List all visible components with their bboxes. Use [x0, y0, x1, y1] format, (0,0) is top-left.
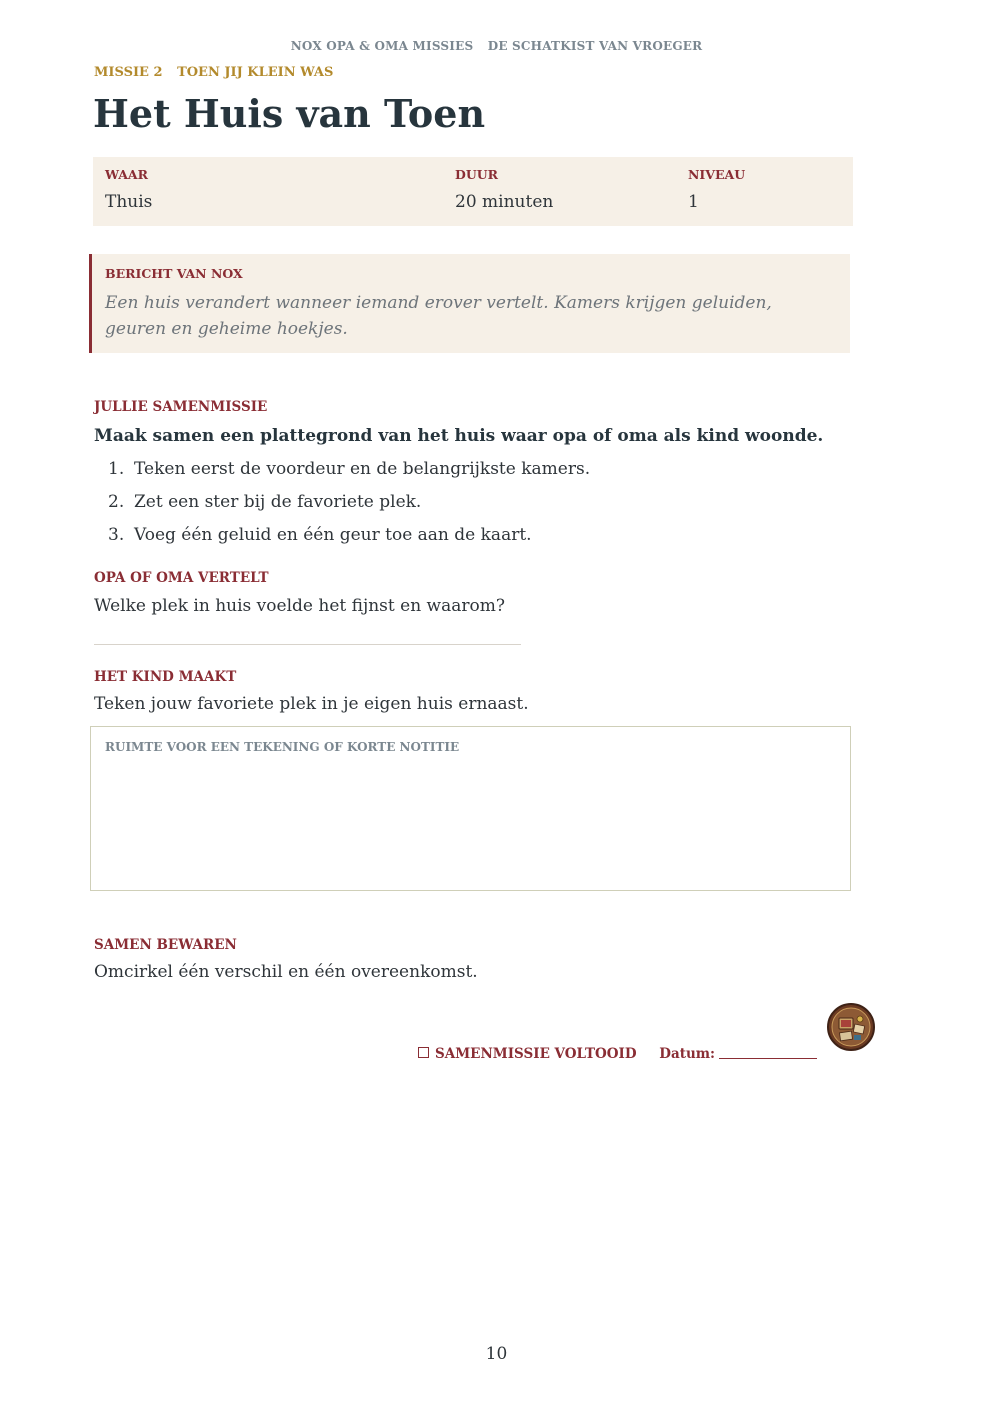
grandparent-heading: OPA OF OMA VERTELT	[94, 570, 269, 586]
book-title: DE SCHATKIST VAN VROEGER	[487, 39, 703, 53]
step-text: Zet een ster bij de favoriete plek.	[134, 492, 422, 512]
nox-message-text: Een huis verandert wanneer iemand erover vertelt. Kamers krijgen geluiden, geuren en geheime hoekjes.	[105, 293, 772, 339]
completion-checkbox[interactable]	[418, 1047, 429, 1058]
step-number: 2.	[108, 492, 125, 512]
running-head	[0, 39, 993, 53]
child-makes-heading: HET KIND MAAKT	[94, 669, 237, 685]
drawing-area-label: RUIMTE VOOR EEN TEKENING OF KORTE NOTITIE	[105, 740, 460, 754]
step-text: Teken eerst de voordeur en de belangrijkste kamers.	[134, 459, 591, 479]
mission-number: MISSIE 2	[94, 65, 163, 80]
date-label: Datum:	[659, 1046, 716, 1062]
step-number: 1.	[108, 459, 125, 479]
info-value: Thuis	[105, 192, 153, 212]
step-number: 3.	[108, 525, 125, 545]
child-makes-instruction: Teken jouw favoriete plek in je eigen huis ernaast.	[94, 694, 529, 714]
drawing-area[interactable]	[90, 726, 851, 891]
info-panel	[93, 157, 853, 226]
keep-together-text: Omcirkel één verschil en één overeenkomst.	[94, 962, 478, 982]
page-title: Het Huis van Toen	[93, 91, 486, 136]
nox-message-label: BERICHT VAN NOX	[105, 266, 243, 281]
joint-mission-instruction: Maak samen een plattegrond van het huis waar opa of oma als kind woonde.	[94, 426, 824, 446]
joint-mission-heading: JULLIE SAMENMISSIE	[94, 399, 268, 415]
info-label: DUUR	[455, 167, 499, 182]
nox-message-callout	[89, 254, 850, 353]
treasure-chest-badge-icon	[827, 1003, 875, 1051]
info-value: 1	[688, 192, 699, 212]
info-label: NIVEAU	[688, 167, 746, 182]
answer-line[interactable]	[94, 644, 521, 645]
info-value: 20 minuten	[455, 192, 554, 212]
date-field[interactable]	[719, 1058, 817, 1059]
grandparent-question: Welke plek in huis voelde het fijnst en waarom?	[94, 596, 505, 616]
mission-kicker	[94, 65, 333, 80]
keep-together-heading: SAMEN BEWAREN	[94, 937, 237, 953]
page-number: 10	[485, 1344, 508, 1364]
completion-label: SAMENMISSIE VOLTOOID	[435, 1046, 637, 1062]
mission-theme: TOEN JIJ KLEIN WAS	[177, 65, 334, 80]
completion-row	[418, 1046, 817, 1062]
step-text: Voeg één geluid en één geur toe aan de kaart.	[134, 525, 532, 545]
info-label: WAAR	[105, 167, 149, 182]
series-title: NOX OPA & OMA MISSIES	[290, 39, 474, 53]
